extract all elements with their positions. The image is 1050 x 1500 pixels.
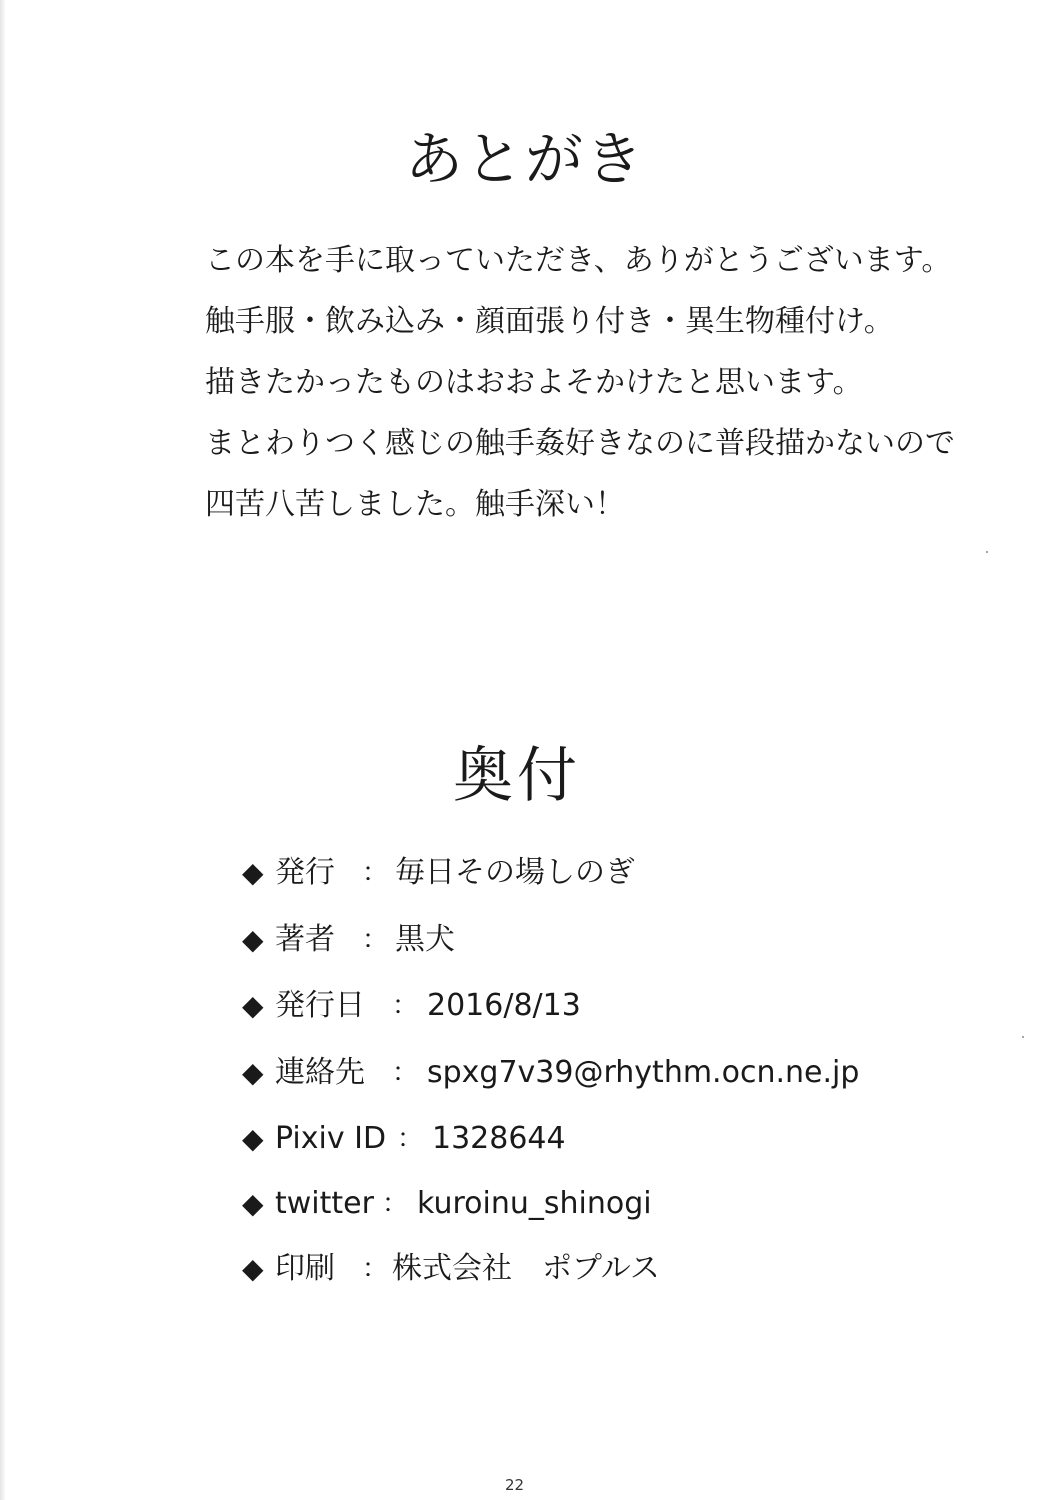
colophon-label: 著者 xyxy=(275,922,335,957)
afterword-line: まとわりつく感じの触手姦好きなのに普段描かないので xyxy=(205,426,955,461)
colophon-row-publisher xyxy=(242,850,635,896)
colophon-row-date xyxy=(242,983,581,1029)
afterword-body xyxy=(205,238,1005,543)
colophon-separator: ： xyxy=(397,1124,424,1154)
diamond-bullet-icon: ◆ xyxy=(242,989,264,1022)
afterword-line: 描きたかったものはおおよそかけたと思います。 xyxy=(205,365,863,400)
colophon-value: 毎日その場しのぎ xyxy=(395,855,635,890)
diamond-bullet-icon: ◆ xyxy=(242,1122,264,1155)
colophon-label: Pixiv ID xyxy=(275,1121,387,1156)
afterword-line: この本を手に取っていただき、ありがとうございます。 xyxy=(205,243,952,278)
colophon-value: 2016/8/13 xyxy=(427,988,581,1023)
colophon-value: 株式会社 ポプルス xyxy=(392,1251,660,1286)
colophon-value: spxg7v39@rhythm.ocn.ne.jp xyxy=(427,1055,860,1090)
afterword-line: 触手服・飲み込み・顔面張り付き・異生物種付け。 xyxy=(205,304,894,339)
colophon-label: twitter xyxy=(275,1186,374,1221)
colophon-row-author xyxy=(242,917,455,963)
scan-speck xyxy=(986,551,988,553)
colophon-label: 連絡先 xyxy=(275,1055,365,1090)
afterword-line: 四苦八苦しました。触手深い！ xyxy=(205,487,625,522)
colophon-value: kuroinu_shinogi xyxy=(417,1186,652,1221)
page-number: 22 xyxy=(505,1476,525,1494)
colophon-separator: ： xyxy=(362,858,389,888)
diamond-bullet-icon: ◆ xyxy=(242,1056,264,1089)
scan-speck xyxy=(1022,1036,1024,1038)
colophon-separator: ： xyxy=(362,925,389,955)
colophon-title: 奥付 xyxy=(453,741,581,811)
colophon-separator: ： xyxy=(362,1254,389,1284)
colophon-row-contact xyxy=(242,1050,860,1096)
diamond-bullet-icon: ◆ xyxy=(242,1187,264,1220)
colophon-row-twitter xyxy=(242,1181,652,1227)
diamond-bullet-icon: ◆ xyxy=(242,856,264,889)
colophon-row-pixiv xyxy=(242,1116,566,1162)
diamond-bullet-icon: ◆ xyxy=(242,923,264,956)
colophon-value: 1328644 xyxy=(432,1121,566,1156)
colophon-row-printer xyxy=(242,1246,660,1292)
colophon-separator: ： xyxy=(392,1058,419,1088)
diamond-bullet-icon: ◆ xyxy=(242,1252,264,1285)
colophon-label: 印刷 xyxy=(275,1251,335,1286)
afterword-title: あとがき xyxy=(404,125,645,193)
colophon-label: 発行 xyxy=(275,855,335,890)
colophon-separator: ： xyxy=(382,1189,409,1219)
colophon-label: 発行日 xyxy=(275,988,365,1023)
colophon-separator: ： xyxy=(392,991,419,1021)
colophon-value: 黒犬 xyxy=(395,922,455,957)
